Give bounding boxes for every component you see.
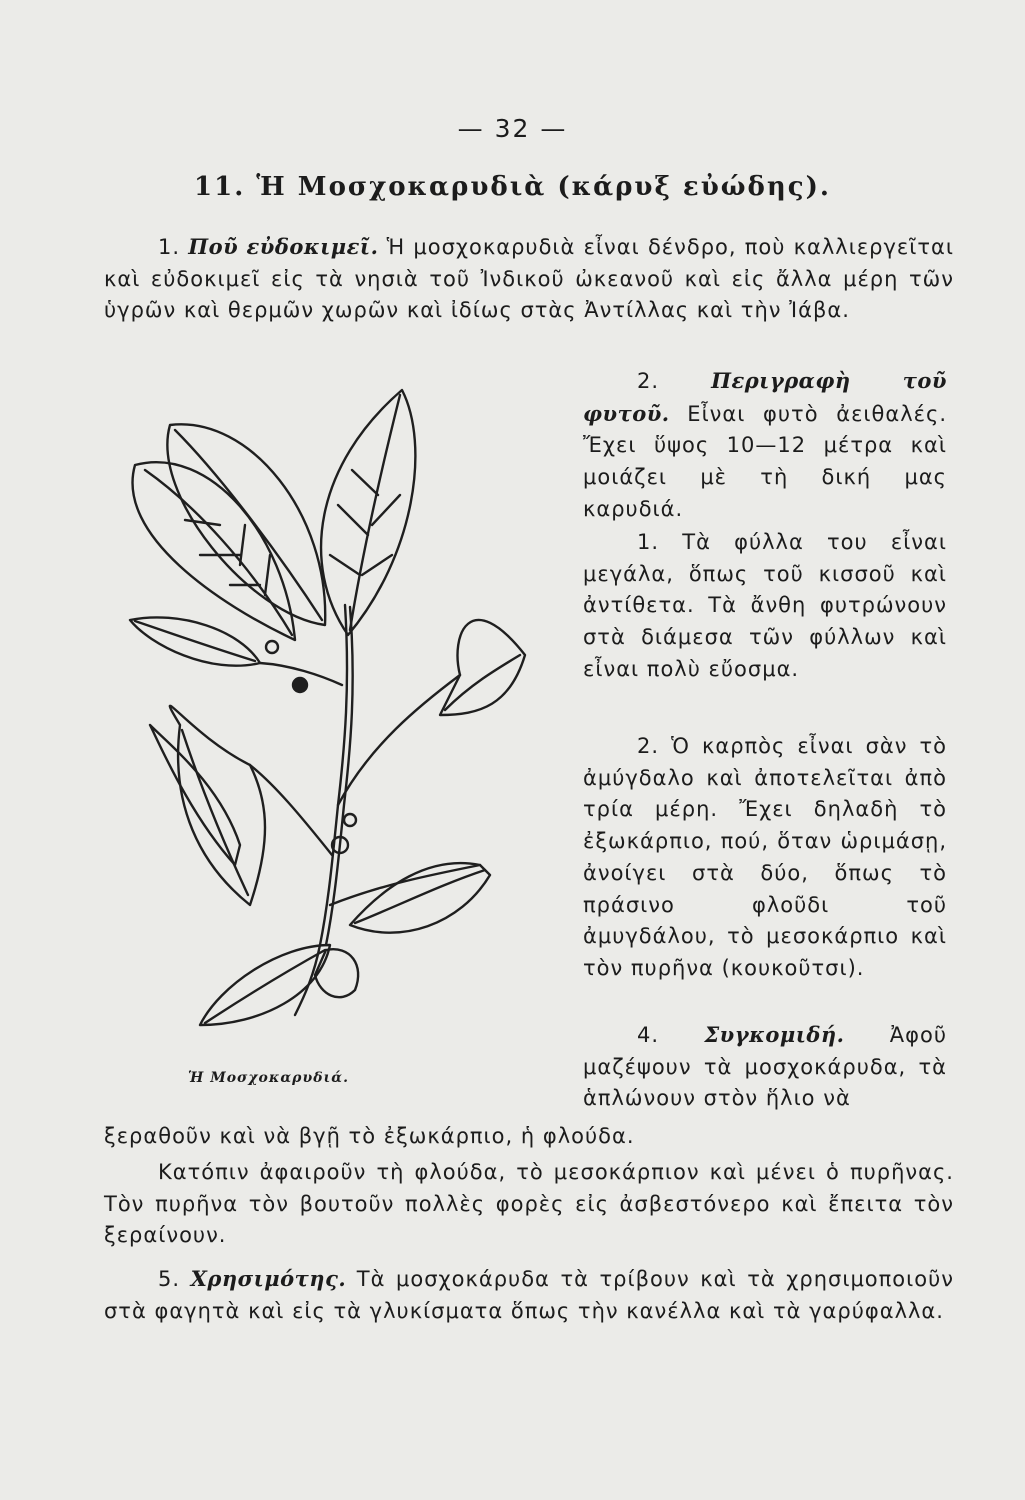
section-usefulness-num: 5. bbox=[158, 1267, 181, 1291]
section-harvest bbox=[583, 1019, 947, 1115]
section-description-text: Εἶναι φυτὸ ἀειθαλές. Ἔχει ὕψος 10—12 μέτρα καὶ μοιάζει μὲ τὴ δική μας καρυδιά. bbox=[583, 401, 947, 521]
section-harvest-num: 4. bbox=[637, 1023, 660, 1047]
section-where-heading: Ποῦ εὐδοκιμεῖ. bbox=[188, 234, 379, 259]
subsection-fruit-num: 2. bbox=[637, 734, 660, 758]
section-description-heading: Περιγραφὴ τοῦ φυτοῦ. bbox=[583, 368, 947, 426]
leaf bbox=[440, 620, 525, 715]
section-usefulness bbox=[104, 1263, 954, 1327]
leaf bbox=[350, 863, 490, 933]
leaf bbox=[167, 424, 325, 625]
leaf bbox=[321, 390, 415, 635]
section-usefulness-heading: Χρησιμότης. bbox=[190, 1266, 347, 1291]
section-description bbox=[583, 365, 947, 526]
section-where-num: 1. bbox=[158, 235, 181, 259]
leaf bbox=[315, 949, 358, 997]
section-where-text: Ἡ μοσχοκαρυδιὰ εἶναι δένδρο, ποὺ καλλιεργεῖται καὶ εὐδοκιμεῖ εἰς τὰ νησιὰ τοῦ Ἰνδικοῦ ὠκεανοῦ καὶ εἰς ἄλλα μέρη τῶν ὑγρῶν καὶ θερμῶν χωρῶν καὶ ἰδίως στὰς Ἀντίλλας καὶ τὴν Ἰάβα. bbox=[104, 235, 954, 323]
subsection-leaves bbox=[583, 527, 947, 686]
section-description-num: 2. bbox=[637, 369, 660, 393]
section-harvest-continued: ξεραθοῦν καὶ νὰ βγῇ τὸ ἐξωκάρπιο, ἡ φλούδα. bbox=[104, 1124, 635, 1148]
subsection-leaves-num: 1. bbox=[637, 530, 660, 554]
chapter-title: 11. Ἡ Μοσχοκαρυδιὰ (κάρυξ εὐώδης). bbox=[194, 172, 831, 202]
section-where bbox=[104, 231, 954, 327]
subsection-fruit-text: Ὁ καρπὸς εἶναι σὰν τὸ ἀμύγδαλο καὶ ἀποτελεῖται ἀπὸ τρία μέρη. Ἔχει δηλαδὴ τὸ ἐξωκάρπιο, πού, ὅταν ὡριμάσῃ, ἀνοίγει στὰ δύο, ὅπως τὸ πράσινο φλοῦδι τοῦ ἀμυγδάλου, τὸ μεσοκάρπιο καὶ τὸν πυρῆνα (κουκοῦτσι). bbox=[583, 734, 947, 980]
nutmeg-branch-drawing bbox=[100, 385, 540, 1065]
section-harvest-heading: Συγκομιδή. bbox=[704, 1022, 845, 1047]
section-harvest-processing: Κατόπιν ἀφαιροῦν τὴ φλούδα, τὸ μεσοκάρπιον καὶ μένει ὁ πυρῆνας. Τὸν πυρῆνα τὸν βουτοῦν πολλὲς φορὲς εἰς ἀσβεστόνερο καὶ ἔπειτα τὸν ξεραίνουν. bbox=[104, 1160, 954, 1248]
leaf bbox=[150, 725, 240, 865]
page-number: — 32 — bbox=[457, 114, 568, 143]
subsection-leaves-text: Τὰ φύλλα του εἶναι μεγάλα, ὅπως τοῦ κισσοῦ καὶ ἀντίθετα. Τὰ ἄνθη φυτρώνουν στὰ διάμεσα τῶν φύλλων καὶ εἶναι πολὺ εὔοσμα. bbox=[583, 530, 947, 681]
figure-caption: Ἡ Μοσχοκαρυδιά. bbox=[188, 1070, 349, 1086]
subsection-fruit bbox=[583, 731, 947, 985]
section-harvest-text-a: Ἀφοῦ μαζέψουν τὰ μοσχοκάρυδα, τὰ ἁπλώνουν στὸν ἥλιο νὰ bbox=[583, 1023, 947, 1111]
section-usefulness-text: Τὰ μοσχοκάρυδα τὰ τρίβουν καὶ τὰ χρησιμοποιοῦν στὰ φαγητὰ καὶ εἰς τὰ γλυκίσματα ὅπως τὴν κανέλλα καὶ τὰ γαρύφαλλα. bbox=[104, 1267, 954, 1323]
